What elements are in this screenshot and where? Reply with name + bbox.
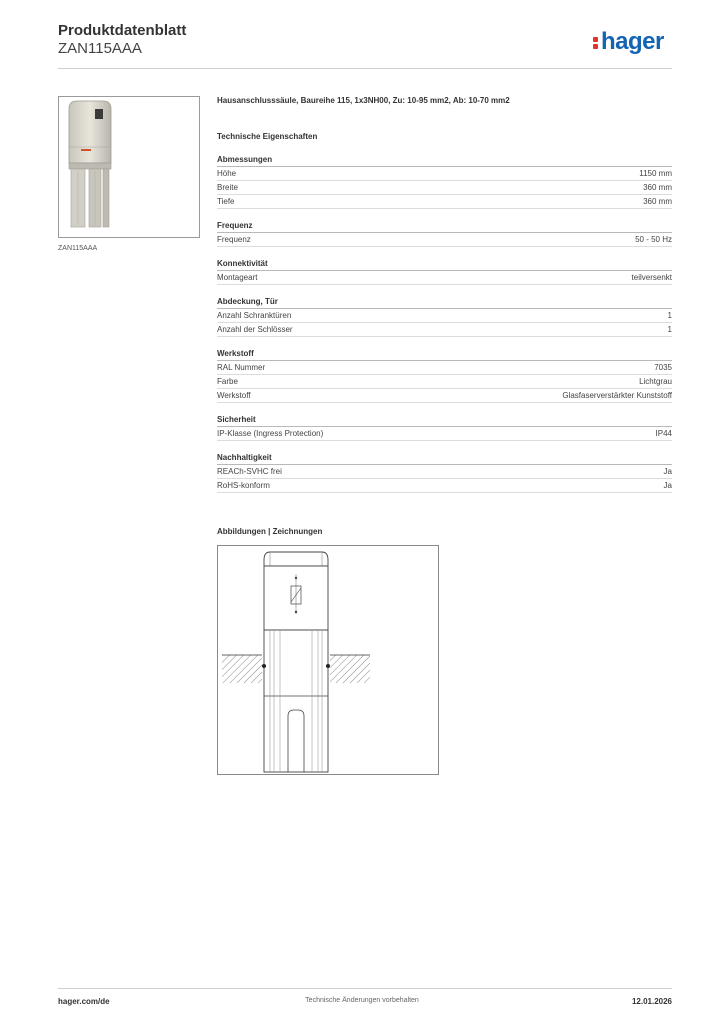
property-row: [217, 323, 672, 337]
property-row: [217, 309, 672, 323]
property-label: Tiefe: [217, 197, 235, 206]
property-value: 360 mm: [643, 183, 672, 192]
property-label: Höhe: [217, 169, 237, 178]
property-row: [217, 479, 672, 493]
property-group: [217, 415, 672, 441]
property-row: [217, 233, 672, 247]
group-title: Frequenz: [217, 221, 672, 233]
property-value: teilversenkt: [631, 273, 672, 282]
property-row: [217, 271, 672, 285]
header-divider: [58, 68, 672, 69]
property-value: Glasfaserverstärkter Kunststoff: [562, 391, 672, 400]
properties-section: [217, 96, 672, 505]
property-group: [217, 297, 672, 337]
group-title: Sicherheit: [217, 415, 672, 427]
property-group: [217, 349, 672, 403]
property-label: Breite: [217, 183, 238, 192]
group-title: Werkstoff: [217, 349, 672, 361]
product-description: Hausanschlusssäule, Baureihe 115, 1x3NH00, Zu: 10-95 mm2, Ab: 10-70 mm2: [217, 96, 510, 105]
property-value: 1: [667, 325, 672, 334]
property-label: RoHS-konform: [217, 481, 270, 490]
group-title: Abmessungen: [217, 155, 672, 167]
property-value: 7035: [654, 363, 672, 372]
technical-properties-title: Technische Eigenschaften: [217, 132, 318, 141]
photo-caption: ZAN115AAA: [58, 245, 98, 252]
property-label: IP-Klasse (Ingress Protection): [217, 429, 324, 438]
property-value: Ja: [663, 467, 672, 476]
figures-title: Abbildungen | Zeichnungen: [217, 527, 323, 536]
property-value: Lichtgrau: [639, 377, 672, 386]
group-title: Nachhaltigkeit: [217, 453, 672, 465]
property-row: [217, 167, 672, 181]
property-label: Werkstoff: [217, 391, 251, 400]
property-group: [217, 221, 672, 247]
property-row: [217, 375, 672, 389]
page-title: Produktdatenblatt: [58, 22, 187, 39]
property-value: IP44: [655, 429, 672, 438]
property-row: [217, 181, 672, 195]
property-value: 1: [667, 311, 672, 320]
footer-website-link[interactable]: hager.com/de: [58, 997, 110, 1006]
property-value: Ja: [663, 481, 672, 490]
property-row: [217, 389, 672, 403]
property-label: Farbe: [217, 377, 238, 386]
property-row: [217, 361, 672, 375]
property-value: 50 - 50 Hz: [635, 235, 672, 244]
technical-drawing: [217, 545, 439, 775]
group-title: Abdeckung, Tür: [217, 297, 672, 309]
property-label: Anzahl der Schlösser: [217, 325, 293, 334]
property-label: Anzahl Schranktüren: [217, 311, 292, 320]
property-group: [217, 453, 672, 493]
hager-logo[interactable]: [593, 28, 664, 56]
logo-text: hager: [601, 28, 664, 55]
product-code: ZAN115AAA: [58, 40, 142, 57]
footer-disclaimer: Technische Änderungen vorbehalten: [305, 997, 419, 1004]
technical-drawing-image: [218, 546, 438, 774]
product-photo: [58, 96, 200, 238]
property-value: 360 mm: [643, 197, 672, 206]
product-photo-image: [59, 97, 199, 237]
property-value: 1150 mm: [639, 169, 672, 178]
property-label: Frequenz: [217, 235, 251, 244]
property-group: [217, 259, 672, 285]
footer-date: 12.01.2026: [631, 997, 672, 1006]
property-row: [217, 195, 672, 209]
footer-divider: [58, 988, 672, 989]
property-label: REACh-SVHC frei: [217, 467, 282, 476]
property-row: [217, 427, 672, 441]
property-row: [217, 465, 672, 479]
logo-dots-icon: [593, 34, 599, 50]
property-groups: [217, 155, 672, 493]
property-label: RAL Nummer: [217, 363, 266, 372]
property-group: [217, 155, 672, 209]
group-title: Konnektivität: [217, 259, 672, 271]
property-label: Montageart: [217, 273, 258, 282]
